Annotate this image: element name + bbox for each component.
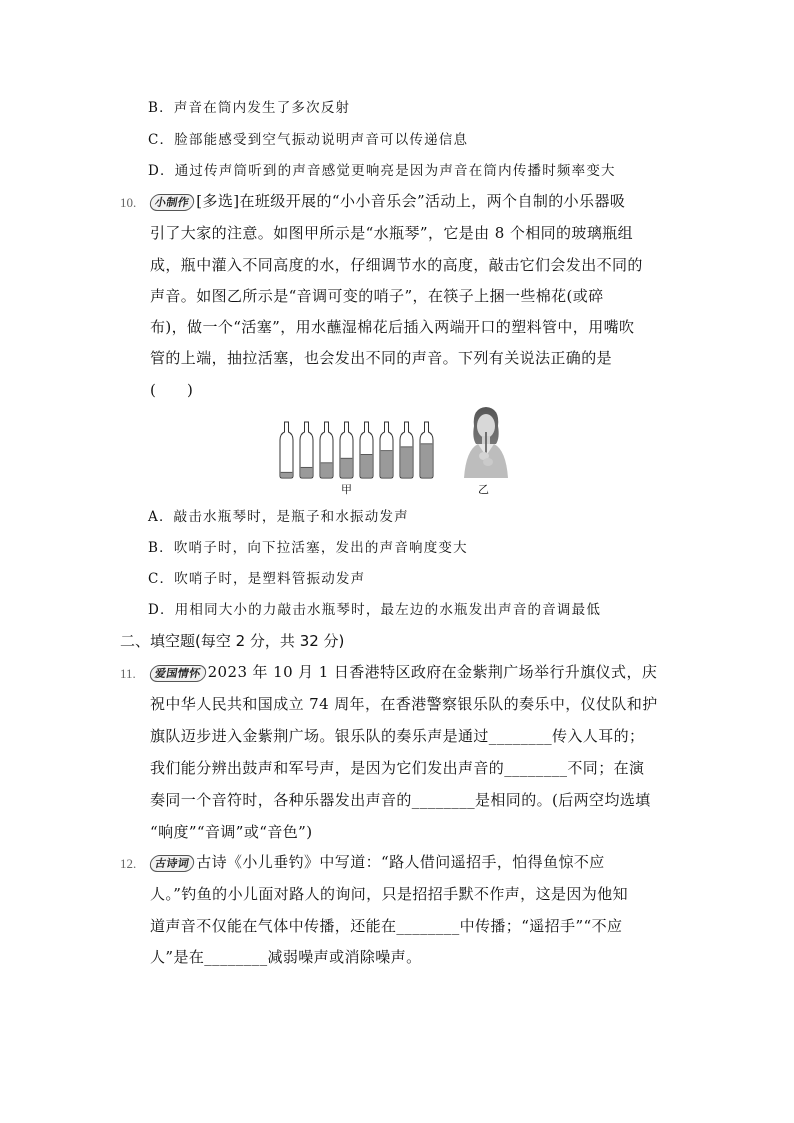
water-level-4	[341, 458, 352, 477]
q12-text-1: 古诗《小儿垂钓》中写道：“路人借问遥招手，怕得鱼惊不应	[196, 853, 605, 871]
q10-option-d: D．用相同大小的力敲击水瓶琴时，最左边的水瓶发出声音的音调最低	[148, 602, 602, 618]
q10-line-2: 引了大家的注意。如图甲所示是“水瓶琴”，它是由 8 个相同的玻璃瓶组	[150, 224, 634, 242]
q11-line-1	[150, 661, 657, 682]
water-level-5	[361, 454, 372, 477]
q10-line-3: 成，瓶中灌入不同高度的水，仔细调节水的高度，敲击它们会发出不同的	[150, 256, 643, 274]
q11-line-4: 我们能分辨出鼓声和军号声，是因为它们发出声音的________不同；在演	[150, 759, 645, 777]
water-bottle-7	[400, 422, 413, 478]
water-bottle-1	[280, 422, 293, 478]
q10-tag-badge: 小制作	[149, 194, 196, 211]
water-level-6	[381, 451, 392, 478]
water-bottle-8	[420, 422, 433, 478]
q11-tag-badge: 爱国情怀	[149, 665, 208, 682]
figure-caption-yi: 乙	[478, 483, 489, 496]
q9-option-b: B．声音在筒内发生了多次反射	[148, 100, 351, 116]
q10-line-4: 声音。如图乙所示是“音调可变的哨子”，在筷子上捆一些棉花(或碎	[150, 287, 604, 305]
q12-line-2: 人。”钓鱼的小儿面对路人的询问，只是招招手默不作声，这是因为他知	[150, 885, 628, 903]
figure-water-bottles	[276, 420, 438, 480]
q9-option-d: D．通过传声筒听到的声音感觉更响亮是因为声音在筒内传播时频率变大	[148, 163, 616, 179]
q10-line-6: 管的上端，抽拉活塞，也会发出不同的声音。下列有关说法正确的是	[150, 349, 613, 367]
q11-number: 11.	[120, 666, 136, 681]
figure-girl-whistle	[460, 404, 512, 478]
q10-answer-bracket: ( )	[150, 381, 194, 399]
water-level-8	[421, 444, 432, 477]
q10-option-b: B．吹哨子时，向下拉活塞，发出的声音响度变大	[148, 540, 468, 556]
q10-text-1: [多选]在班级开展的“小小音乐会”活动上，两个自制的小乐器吸	[196, 192, 626, 210]
q11-line-2: 祝中华人民共和国成立 74 周年，在香港警察银乐队的奏乐中，仪仗队和护	[150, 695, 658, 713]
q11-line-3: 旗队迈步进入金紫荆广场。银乐队的奏乐声是通过________传入人耳的；	[150, 727, 645, 745]
water-level-2	[301, 467, 312, 477]
water-level-3	[321, 463, 332, 477]
q10-number: 10.	[120, 195, 137, 210]
water-bottle-3	[320, 422, 333, 478]
q10-option-a: A．敲击水瓶琴时，是瓶子和水振动发声	[148, 509, 409, 525]
q11-text-1: 2023 年 10 月 1 日香港特区政府在金紫荆广场举行升旗仪式，庆	[207, 663, 658, 681]
q10-line-1	[150, 190, 625, 211]
water-bottle-4	[340, 422, 353, 478]
water-bottle-2	[300, 422, 313, 478]
water-level-7	[401, 447, 412, 477]
q12-line-1	[150, 851, 605, 872]
q11-line-6: “响度”“音调”或“音色”)	[150, 823, 313, 841]
q12-line-3: 道声音不仅能在气体中传播，还能在________中传播；“遥招手”“不应	[150, 917, 623, 935]
q9-option-c: C．脸部能感受到空气振动说明声音可以传递信息	[148, 132, 469, 148]
q10-option-c: C．吹哨子时，是塑料管振动发声	[148, 571, 366, 587]
section-2-heading: 二、填空题(每空 2 分，共 32 分)	[120, 632, 345, 650]
figure-caption-jia: 甲	[341, 483, 352, 496]
water-bottle-5	[360, 422, 373, 478]
water-bottle-6	[380, 422, 393, 478]
q12-tag-badge: 古诗词	[149, 855, 196, 872]
q12-number: 12.	[120, 856, 137, 871]
q11-line-5: 奏同一个音符时，各种乐器发出声音的________是相同的。(后两空均选填	[150, 791, 651, 809]
q12-line-4: 人”是在________减弱噪声或消除噪声。	[150, 948, 422, 966]
q10-line-5: 布)，做一个“活塞”，用水蘸湿棉花后插入两端开口的塑料管中，用嘴吹	[150, 318, 635, 336]
water-level-1	[281, 472, 292, 477]
